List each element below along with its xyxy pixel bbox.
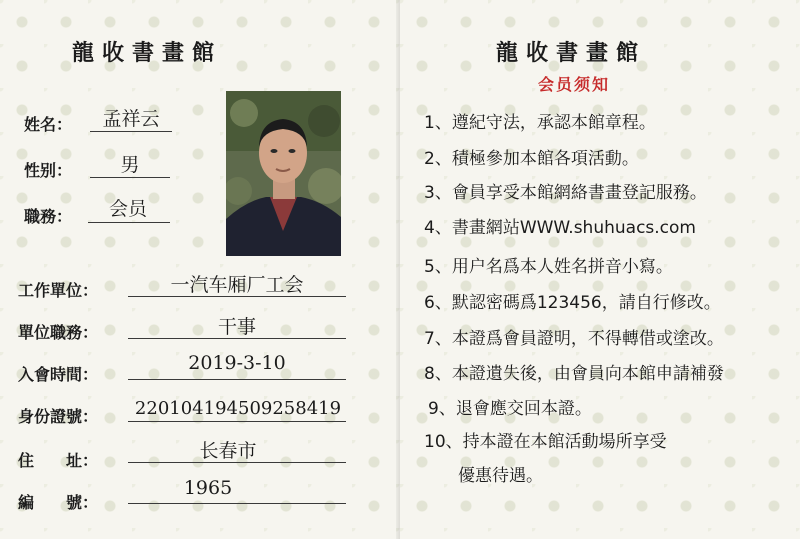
rule-2: 2、積極參加本館各項活動。 xyxy=(424,149,639,169)
label-gender: 性别： xyxy=(24,161,73,180)
underline-gender xyxy=(90,177,170,178)
rule-8: 8、本證遺失後，由會員向本館申請補發 xyxy=(424,364,724,384)
left-title: 龍收書畫館 xyxy=(72,41,223,66)
rule-6: 6、默認密碼爲123456，請自行修改。 xyxy=(424,293,721,313)
value-unit-position: 干事 xyxy=(217,316,256,338)
rule-10: 10、持本證在本館活動場所享受 xyxy=(424,432,667,452)
label-id-number: 身份證號： xyxy=(18,407,99,426)
rule-7: 7、本證爲會員證明，不得轉借或塗改。 xyxy=(424,329,724,349)
rule-9: 9、退會應交回本證。 xyxy=(428,399,592,419)
value-id-number: 220104194509258419 xyxy=(134,398,342,419)
card-right-page xyxy=(400,0,800,539)
portrait-image xyxy=(226,91,341,256)
underline-unit-position xyxy=(128,338,346,339)
value-work-unit: 一汽车厢厂工会 xyxy=(170,274,304,296)
label-position: 職務： xyxy=(24,207,73,226)
value-name: 孟祥云 xyxy=(102,108,160,130)
label-address: 住 址： xyxy=(18,451,99,470)
label-name: 姓名： xyxy=(24,115,73,134)
underline-address xyxy=(128,462,346,463)
underline-join-date xyxy=(128,379,346,380)
rule-1: 1、遵紀守法，承認本館章程。 xyxy=(424,113,656,133)
member-photo xyxy=(226,91,341,256)
value-position: 会员 xyxy=(108,198,147,220)
rule-10-continued: 優惠待遇。 xyxy=(458,466,543,486)
label-join-date: 入會時間： xyxy=(18,365,99,384)
value-join-date: 2019-3-10 xyxy=(188,352,286,374)
label-work-unit: 工作單位： xyxy=(18,281,99,300)
rule-5: 5、用户名爲本人姓名拼音小寫。 xyxy=(424,257,673,277)
value-gender: 男 xyxy=(120,154,140,176)
label-unit-position: 單位職務： xyxy=(18,323,99,342)
value-address: 长春市 xyxy=(199,440,257,462)
underline-work-unit xyxy=(128,296,346,297)
rule-4: 4、書畫網站WWW.shuhuacs.com xyxy=(424,218,696,238)
underline-id-number xyxy=(128,421,346,422)
label-serial-number: 編 號： xyxy=(18,493,99,512)
rule-3: 3、會員享受本館網絡書畫登記服務。 xyxy=(424,183,707,203)
underline-position xyxy=(88,222,170,223)
underline-serial-number xyxy=(128,503,346,504)
value-serial-number: 1965 xyxy=(183,477,233,499)
notice-subtitle: 会员须知 xyxy=(538,75,611,94)
right-title: 龍收書畫館 xyxy=(496,41,647,66)
underline-name xyxy=(90,131,172,132)
